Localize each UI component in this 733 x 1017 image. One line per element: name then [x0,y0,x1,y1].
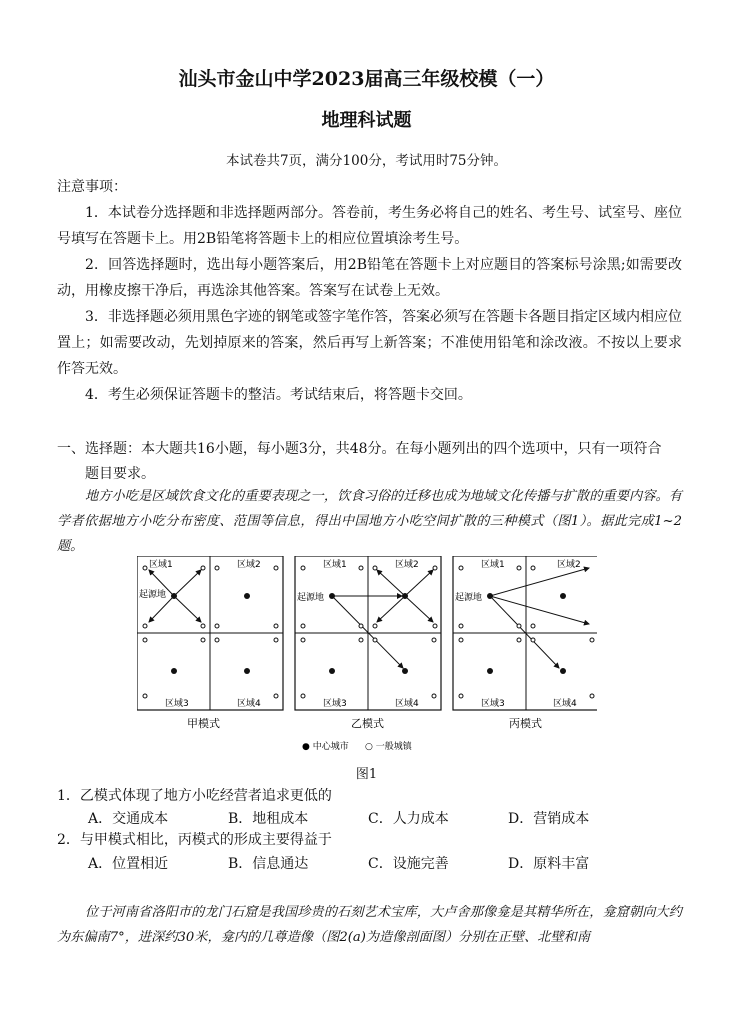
note-item: 3．非选择题必须用黑色字迹的钢笔或签字笔作答，答案必须写在答题卡各题目指定区域内相应位置上；如需要改动，先划掉原来的答案，然后再写上新答案；不准使用铅笔和涂改液。不按以上要求作答无效。 [57,309,682,377]
region-label: 区域1 [481,560,505,570]
option-a: A．位置相近 [88,856,169,872]
question-intro-2: 位于河南省洛阳市的龙门石窟是我国珍贵的石刻艺术宝库，大卢舍那像龛是其精华所在，龛窟朝向大约为东偏南7°，进深约30米，龛内的几尊造像（图2(a)为造像剖面图）分别在正壁、北壁和南 [57,905,682,945]
note-item: 1．本试卷分选择题和非选择题两部分。答卷前，考生务必将自己的姓名、考生号、试室号、座位号填写在答题卡上。用2B铅笔将答题卡上的相应位置填涂考生号。 [57,205,682,247]
region-label: 区域2 [395,560,419,570]
region-label: 区域1 [323,560,347,570]
legend-town: ○ 一般城镇 [365,742,412,752]
exam-info: 本试卷共7页，满分100分，考试用时75分钟。 [225,153,508,169]
region-label: 区域4 [395,699,419,709]
origin-label: 起源地 [139,590,167,600]
section-heading [57,437,682,487]
section-line1: 一、选择题：本大题共16小题，每小题3分，共48分。在每小题列出的四个选项中，只有一项符合 [57,441,662,457]
figure-caption: 图1 [355,767,378,782]
region-label: 区域4 [237,699,261,709]
note-item: 2．回答选择题时，选出每小题答案后，用2B铅笔在答题卡上对应题目的答案标号涂黑;如需要改动，用橡皮擦干净后，再选涂其他答案。答案写在试卷上无效。 [57,257,682,299]
option-c: C．人力成本 [368,811,449,827]
panel-label: 甲模式 [187,717,220,730]
exam-subtitle: 地理科试题 [321,110,412,131]
region-label: 区域2 [237,560,261,570]
panel-label: 乙模式 [351,717,384,730]
question-1-stem: 1．乙模式体现了地方小吃经营者追求更低的 [57,788,332,804]
region-label: 区域3 [481,699,505,709]
section-line2: 题目要求。 [85,466,155,482]
notes-heading: 注意事项： [57,179,127,195]
note-item: 4．考生必须保证答题卡的整洁。考试结束后，将答题卡交回。 [85,387,472,403]
option-b: B．地租成本 [228,811,309,827]
region-label: 区域1 [149,560,173,570]
region-label: 区域2 [557,560,581,570]
region-label: 区域4 [553,699,577,709]
region-label: 区域3 [323,699,347,709]
option-b: B．信息通达 [228,856,309,872]
question-2-stem: 2．与甲模式相比，丙模式的形成主要得益于 [57,832,332,848]
region-label: 区域3 [165,699,189,709]
option-d: D．营销成本 [508,811,590,827]
option-a: A．交通成本 [88,811,169,827]
panel-label: 丙模式 [509,717,542,730]
panel-jia [137,556,283,730]
figure-1 [137,556,597,756]
question-1-options [88,808,648,828]
legend-center-city: ● 中心城市 [302,742,349,752]
notes-block [57,174,682,408]
panel-yi [295,556,441,730]
question-intro-1: 地方小吃是区域饮食文化的重要表现之一，饮食习俗的迁移也成为地域文化传播与扩散的重要内容。有学者依据地方小吃分布密度、范围等信息，得出中国地方小吃空间扩散的三种模式（图1）。据此完成1~2题。 [57,489,682,554]
origin-label: 起源地 [455,593,483,603]
option-d: D．原料丰富 [508,856,590,872]
panel-bing [453,556,597,730]
exam-title: 汕头市金山中学2023届高三年级校模（一） [178,68,555,90]
origin-label: 起源地 [297,593,325,603]
question-2-options [88,853,648,873]
option-c: C．设施完善 [368,856,449,872]
